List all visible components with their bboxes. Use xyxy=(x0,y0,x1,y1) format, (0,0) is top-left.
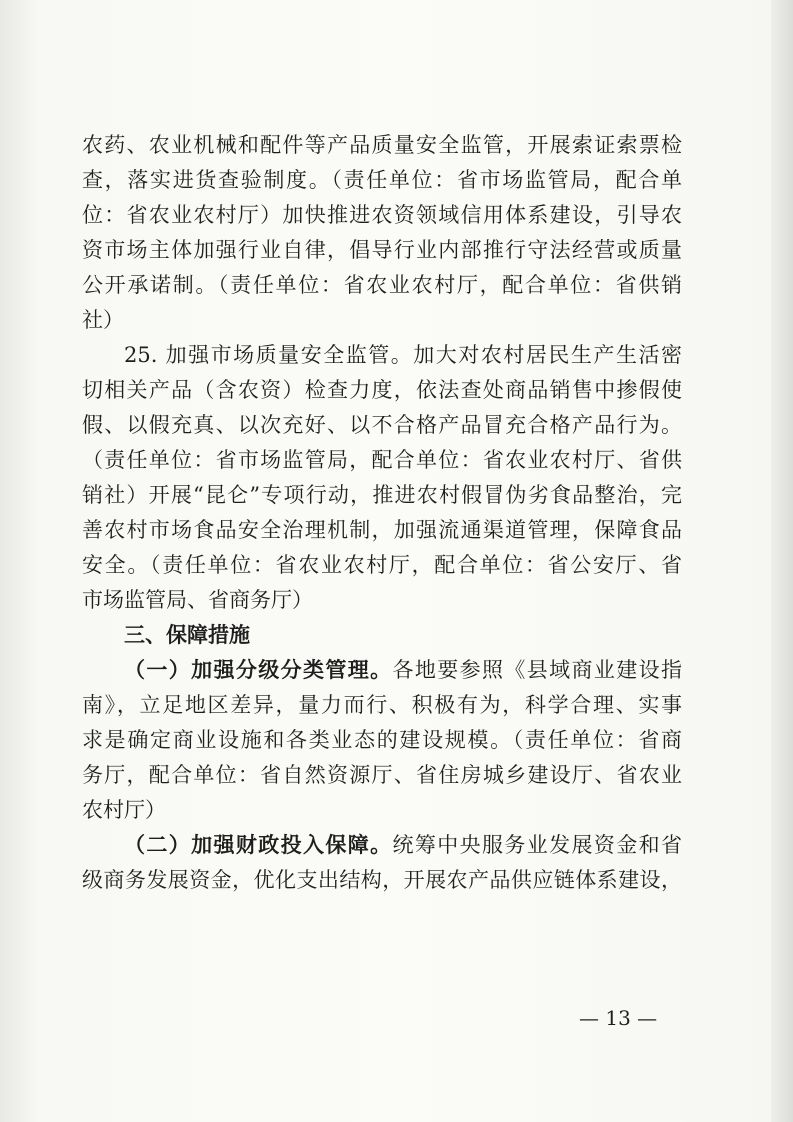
section-heading: 三、保障措施 xyxy=(124,623,250,647)
body-line-3: 位：省农业农村厅）加快推进农资领域信用体系建设，引导农 xyxy=(82,203,682,227)
body-line-6: 社） xyxy=(82,308,124,332)
item-25-line-1: 25. 加强市场质量安全监管。加大对农村居民生产生活密 xyxy=(124,343,682,367)
item-25-line-2: 切相关产品（含农资）检查力度，依法查处商品销售中掺假使 xyxy=(82,378,682,402)
item-25-line-5: 销社）开展“昆仑”专项行动，推进农村假冒伪劣食品整治，完 xyxy=(82,483,682,507)
measure-1-line-5: 农村厅） xyxy=(82,798,166,822)
measure-2-text: 统筹中央服务业发展资金和省 xyxy=(392,833,682,857)
measure-1-line-2: 南》，立足地区差异，量力而行、积极有为，科学合理、实事 xyxy=(82,693,682,717)
item-25-line-4: （责任单位：省市场监管局，配合单位：省农业农村厅、省供 xyxy=(82,448,682,472)
body-line-1: 农药、农业机械和配件等产品质量安全监管，开展索证索票检 xyxy=(82,133,682,157)
page-edge-shadow xyxy=(771,0,793,1122)
measure-2-line-2: 级商务发展资金，优化支出结构，开展农产品供应链体系建设， xyxy=(82,868,682,892)
measure-1-line-4: 务厅，配合单位：省自然资源厅、省住房城乡建设厅、省农业 xyxy=(82,763,682,787)
page-number: — 13 — xyxy=(579,1006,658,1030)
body-line-4: 资市场主体加强行业自律，倡导行业内部推行守法经营或质量 xyxy=(82,238,682,262)
item-25-line-8: 市场监管局、省商务厅） xyxy=(82,588,313,612)
item-25-line-3: 假、以假充真、以次充好、以不合格产品冒充合格产品行为。 xyxy=(82,413,682,437)
body-line-5: 公开承诺制。（责任单位：省农业农村厅，配合单位：省供销 xyxy=(82,273,682,297)
measure-2-title: （二）加强财政投入保障。 xyxy=(124,833,393,857)
item-25-line-6: 善农村市场食品安全治理机制，加强流通渠道管理，保障食品 xyxy=(82,518,682,542)
measure-2-line-1 xyxy=(82,828,682,863)
measure-1-title: （一）加强分级分类管理。 xyxy=(124,658,393,682)
document-body xyxy=(82,128,682,898)
item-25-line-7: 安全。（责任单位：省农业农村厅，配合单位：省公安厅、省 xyxy=(82,553,682,577)
measure-1-line-1 xyxy=(82,653,682,688)
measure-1-text: 各地要参照《县域商业建设指 xyxy=(392,658,682,682)
measure-1-line-3: 求是确定商业设施和各类业态的建设规模。（责任单位：省商 xyxy=(82,728,682,752)
body-line-2: 查，落实进货查验制度。（责任单位：省市场监管局，配合单 xyxy=(82,168,682,192)
